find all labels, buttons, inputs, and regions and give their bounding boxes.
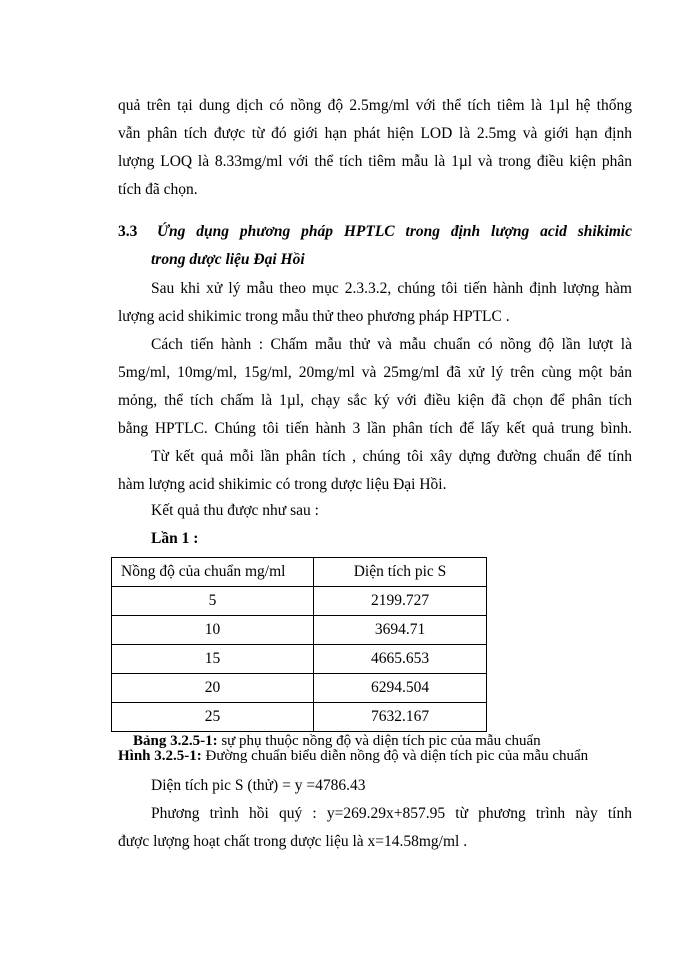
table-cell-concentration: 25 — [112, 703, 314, 732]
paragraph-2-line-1: Cách tiến hành : Chấm mẫu thử và mẫu chuẩn có nồng độ lần lượt là — [151, 336, 632, 353]
figure-caption-label: Hình 3.2.5-1: — [118, 748, 202, 764]
table-caption-label: Bảng 3.2.5-1: — [133, 733, 218, 749]
section-title-line-1: Ứng dụng phương pháp HPTLC trong định lượng acid shikimic — [157, 223, 632, 240]
table-cell-concentration: 5 — [112, 587, 314, 616]
sample-area-result: Diện tích pic S (thử) = y =4786.43 — [151, 777, 366, 794]
table-cell-concentration: 15 — [112, 645, 314, 674]
run-label: Lần 1 : — [151, 530, 199, 547]
table-cell-area: 3694.71 — [314, 616, 487, 645]
regression-line-2: được lượng hoạt chất trong dược liệu là x=14.58mg/ml . — [118, 833, 468, 850]
intro-line-4: tích đã chọn. — [118, 181, 198, 198]
figure-caption-text: Đường chuẩn biểu diễn nồng độ và diện tích pic của mẫu chuẩn — [201, 748, 589, 764]
table-cell-area: 6294.504 — [314, 674, 487, 703]
calibration-table — [111, 557, 487, 732]
paragraph-1-line-2: lượng acid shikimic trong mẫu thử theo phương pháp HPTLC . — [118, 308, 510, 325]
paragraph-4: Kết quả thu được như sau : — [151, 502, 319, 519]
paragraph-3-line-1: Từ kết quả mỗi lần phân tích , chúng tôi xây dựng đường chuẩn để tính — [151, 448, 632, 465]
intro-line-1: quả trên tại dung dịch có nồng độ 2.5mg/ml với thể tích tiêm là 1µl hệ thống — [118, 97, 632, 114]
table-cell-area: 2199.727 — [314, 587, 487, 616]
table-cell-concentration: 20 — [112, 674, 314, 703]
paragraph-3-line-2: hàm lượng acid shikimic có trong dược liệu Đại Hồi. — [118, 476, 447, 493]
table-row — [112, 587, 487, 616]
regression-line-1: Phương trình hồi quý : y=269.29x+857.95 từ phương trình này tính — [151, 805, 632, 822]
table-header-row — [112, 558, 487, 587]
section-title-line-2: trong dược liệu Đại Hồi — [151, 251, 305, 268]
table-header-concentration: Nồng độ của chuẩn mg/ml — [112, 558, 314, 587]
section-number: 3.3 — [118, 223, 138, 240]
table-row — [112, 674, 487, 703]
table-row — [112, 703, 487, 732]
intro-line-3: lượng LOQ là 8.33mg/ml với thể tích tiêm mẫu là 1µl và trong điều kiện phân — [118, 153, 632, 170]
table-row — [112, 645, 487, 674]
table-cell-concentration: 10 — [112, 616, 314, 645]
table-cell-area: 7632.167 — [314, 703, 487, 732]
intro-line-2: vẫn phân tích được từ đó giới hạn phát hiện LOD là 2.5mg và giới hạn định — [118, 125, 632, 142]
table-cell-area: 4665.653 — [314, 645, 487, 674]
table-header-area: Diện tích pic S — [314, 558, 487, 587]
paragraph-2-line-2: 5mg/ml, 10mg/ml, 15g/ml, 20mg/ml và 25mg/ml đã xử lý trên cùng một bản — [118, 364, 632, 381]
paragraph-2-line-4: bằng HPTLC. Chúng tôi tiến hành 3 lần phân tích để lấy kết quả trung bình. — [118, 420, 632, 437]
paragraph-1-line-1: Sau khi xử lý mẫu theo mục 2.3.3.2, chúng tôi tiến hành định lượng hàm — [151, 280, 632, 297]
paragraph-2-line-3: mỏng, thể tích chấm là 1µl, chạy sắc ký với điều kiện đã chọn để phân tích — [118, 392, 632, 409]
figure-caption — [118, 746, 588, 766]
table-row — [112, 616, 487, 645]
table-caption-text: sự phụ thuộc nồng độ và diện tích pic của mẫu chuẩn — [217, 733, 541, 749]
